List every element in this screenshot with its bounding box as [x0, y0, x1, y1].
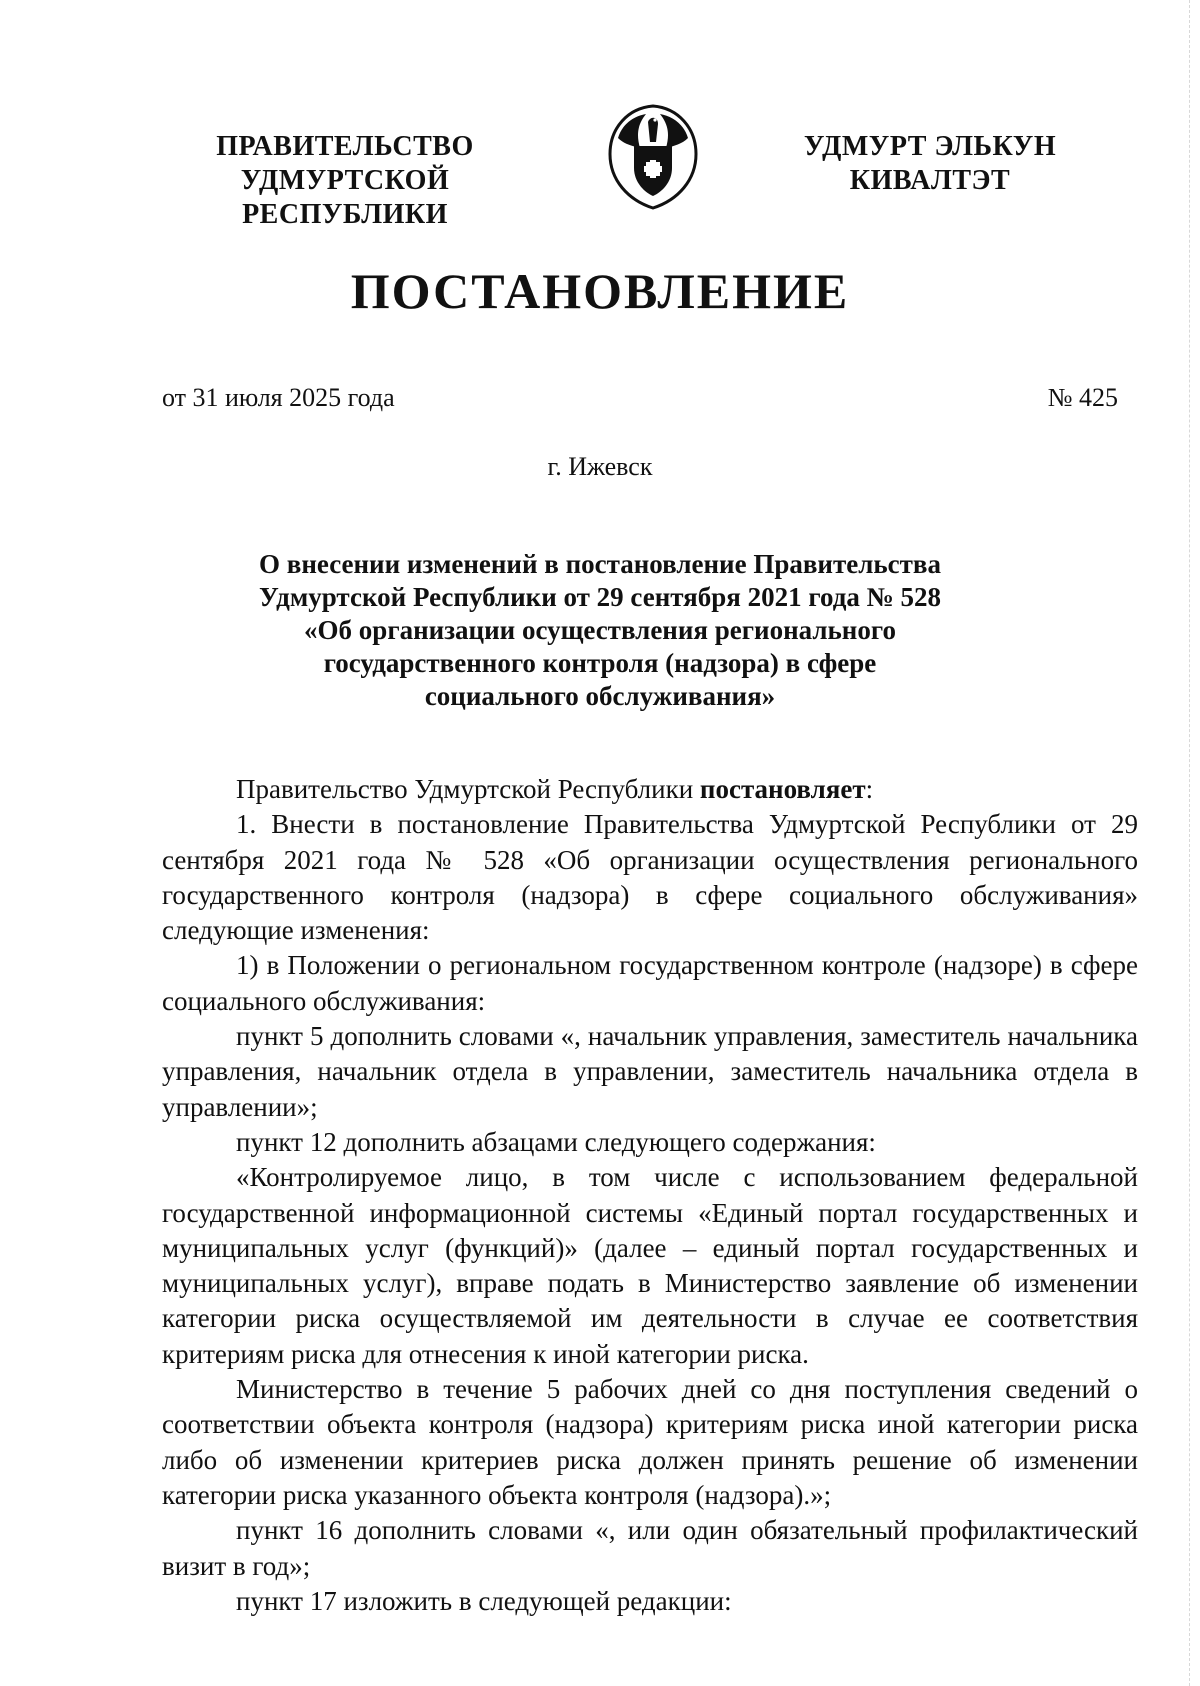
header-right-line1: УДМУРТ ЭЛЬКУН [803, 131, 1057, 162]
body-paragraph: пункт 16 дополнить словами «, или один обязательный профилактический визит в год»; [162, 1515, 1138, 1581]
document-subject [200, 548, 1000, 713]
intro-bold-verb: постановляет [699, 774, 866, 804]
body-paragraph: пункт 17 изложить в следующей редакции: [236, 1585, 732, 1616]
scan-edge-line [1188, 0, 1190, 1686]
body-paragraph: пункт 12 дополнить абзацами следующего содержания: [236, 1126, 876, 1157]
header-right [770, 130, 1090, 198]
subject-line: социального обслуживания» [424, 681, 776, 711]
subject-line: «Об организации осуществления регионального [304, 615, 896, 645]
intro-text: Правительство Удмуртской Республики [236, 774, 700, 804]
body-paragraph: «Контролируемое лицо, в том числе с использованием федеральной государственной информационной системы «Единый портал государственных и муниципальных услуг (функций)» (далее – единый портал государственных и муниципальных услуг), вправе подать в Министерство заявление об изменении категории риска осуществляемой им деятельности в случае ее соответствия критериям риска для отнесения к иной категории риска. [162, 1162, 1138, 1369]
document-body [162, 772, 1138, 1619]
body-paragraph: 1. Внести в постановление Правительства Удмуртской Республики от 29 сентября 2021 года № 528 «Об организации осуществления регионального государственного контроля (надзора) в сфере социального обслуживания» следующие изменения: [162, 809, 1138, 946]
header-right-line2: КИВАЛТЭТ [849, 165, 1011, 196]
document-city: г. Ижевск [547, 452, 653, 481]
body-paragraph: пункт 5 дополнить словами «, начальник управления, заместитель начальника управления, начальник отдела в управлении, заместитель начальника отдела в управлении»; [162, 1021, 1138, 1122]
header-left-line2: УДМУРТСКОЙ РЕСПУБЛИКИ [240, 165, 450, 230]
body-paragraph: Министерство в течение 5 рабочих дней со дня поступления сведений о соответствии объекта контроля (надзора) критериям риска иной категории риска либо об изменении критериев риска должен принять решение об изменении категории риска указанного объекта контроля (надзора).»; [162, 1374, 1138, 1510]
header-left [140, 130, 550, 232]
udmurtia-coat-of-arms-icon [598, 102, 708, 212]
intro-colon: : [865, 774, 874, 804]
document-date: от 31 июля 2025 года [162, 383, 395, 412]
subject-line: Удмуртской Республики от 29 сентября 2021 года № 528 [258, 582, 942, 612]
subject-line: государственного контроля (надзора) в сфере [323, 648, 877, 678]
header-left-line1: ПРАВИТЕЛЬСТВО [216, 131, 474, 162]
document-title: ПОСТАНОВЛЕНИЕ [350, 263, 850, 319]
body-paragraph: 1) в Положении о региональном государственном контроле (надзоре) в сфере социального обслуживания: [162, 950, 1138, 1016]
body-paragraph-intro [162, 772, 1138, 807]
subject-line: О внесении изменений в постановление Правительства [259, 549, 941, 579]
document-number: № 425 [1047, 383, 1118, 412]
